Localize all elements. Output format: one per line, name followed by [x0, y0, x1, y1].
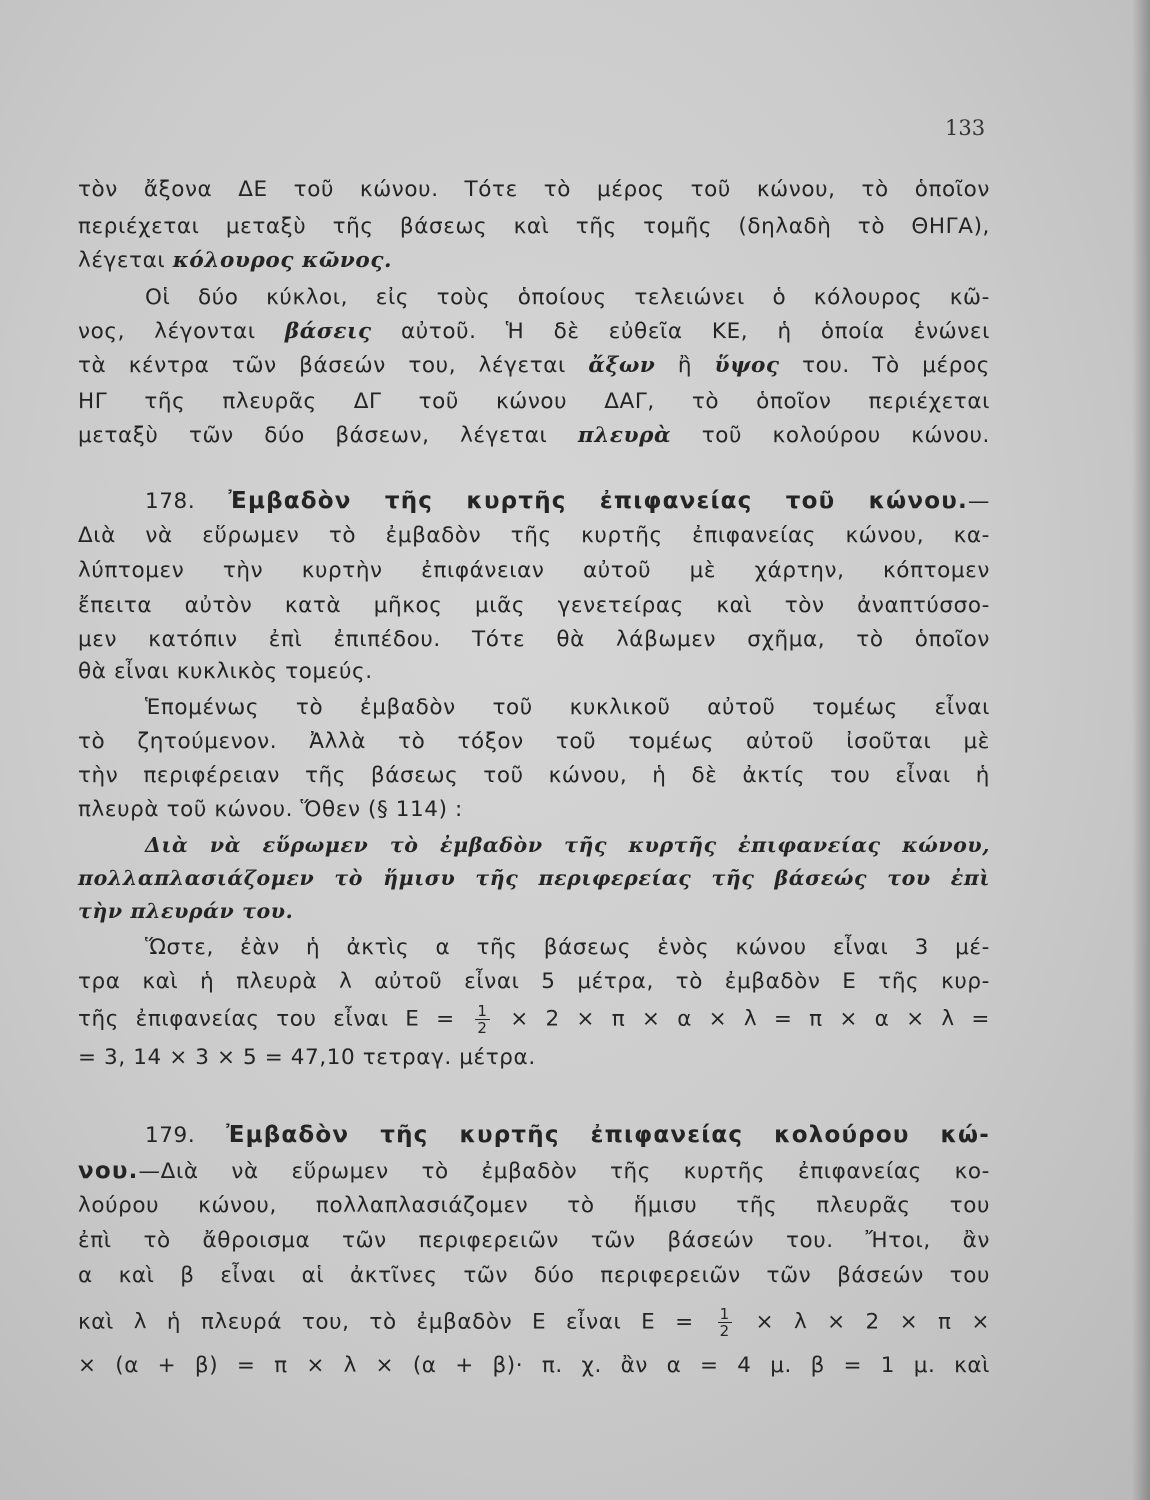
text-line: α καὶ β εἶναι αἱ ἀκτῖνες τῶν δύο περιφερειῶν τῶν βάσεών του	[78, 1263, 990, 1288]
text-run: —Διὰ νὰ εὕρωμεν τὸ ἐμβαδὸν τῆς κυρτῆς ἐπιφανείας κο-	[138, 1159, 990, 1184]
text-line	[78, 245, 990, 276]
text-line: μεν κατόπιν ἐπὶ ἐπιπέδου. Τότε θὰ λάβωμεν σχῆμα, τὸ ὁποῖον	[78, 627, 990, 652]
text-run: καὶ λ ἡ πλευρά του, τὸ ἐμβαδὸν Ε εἶναι Ε =	[78, 1309, 714, 1335]
section-number: 178.	[145, 489, 196, 514]
formula-line: × (α + β) = π × λ × (α + β)· π. χ. ἂν α = 4 μ. β = 1 μ. καὶ	[78, 1353, 990, 1378]
text-line: Ἑπομένως τὸ ἐμβαδὸν τοῦ κυκλικοῦ αὐτοῦ τομέως εἶναι	[145, 695, 990, 720]
text-run: αὐτοῦ. Ἡ δὲ εὐθεῖα ΚΕ, ἡ ὁποία ἑνώνει	[371, 319, 990, 344]
term-axis: ἄξων	[588, 353, 656, 378]
text-line: ΗΓ τῆς πλευρᾶς ΔΓ τοῦ κώνου ΔΑΓ, τὸ ὁποῖον περιέχεται	[78, 389, 990, 414]
text-line: τὸ ζητούμενον. Ἀλλὰ τὸ τόξον τοῦ τομέως αὐτοῦ ἰσοῦται μὲ	[78, 729, 990, 754]
text-run: λέγεται	[78, 248, 173, 273]
section-title: Ἐμβαδὸν τῆς κυρτῆς ἐπιφανείας τοῦ κώνου.	[195, 488, 968, 514]
term-height: ὕψος	[714, 353, 780, 378]
text-line	[78, 1156, 990, 1187]
text-line: λούρου κώνου, πολλαπλασιάζομεν τὸ ἥμισυ τῆς πλευρᾶς του	[78, 1193, 990, 1218]
fraction-one-half	[475, 1003, 489, 1036]
text-run: × λ × 2 × π ×	[735, 1309, 990, 1335]
text-line: Οἱ δύο κύκλοι, εἰς τοὺς ὁποίους τελειώνει ὁ κόλουρος κῶ-	[145, 285, 990, 310]
text-run: νος, λέγονται	[78, 319, 285, 344]
text-line: θὰ εἶναι κυκλικὸς τομεύς.	[78, 659, 373, 684]
rule-line: Διὰ νὰ εὕρωμεν τὸ ἐμβαδὸν τῆς κυρτῆς ἐπιφανείας κώνου,	[145, 833, 990, 857]
term-frustum: κόλουρος κῶνος.	[172, 248, 393, 273]
text-run: τῆς ἐπιφανείας του εἶναι Ε =	[78, 1006, 472, 1032]
text-line: ἔπειτα αὐτὸν κατὰ μῆκος μιᾶς γενετείρας καὶ τὸν ἀναπτύσσο-	[78, 593, 990, 618]
text-line: πλευρὰ τοῦ κώνου. Ὅθεν (§ 114) :	[78, 797, 463, 822]
text-run: ἢ	[655, 353, 715, 378]
term-side: πλευρὰ	[577, 423, 672, 448]
section-number: 179.	[145, 1123, 196, 1148]
text-run: μεταξὺ τῶν δύο βάσεων, λέγεται	[78, 423, 578, 448]
text-line: τρα καὶ ἡ πλευρὰ λ αὐτοῦ εἶναι 5 μέτρα, τὸ ἐμβαδὸν Ε τῆς κυρ-	[78, 969, 990, 994]
text-line: λύπτομεν τὴν κυρτὴν ἐπιφάνειαν αὐτοῦ μὲ χάρτην, κόπτομεν	[78, 558, 990, 583]
section-179-heading	[145, 1120, 990, 1151]
rule-line: τὴν πλευράν του.	[78, 899, 294, 923]
text-line: ἐπὶ τὸ ἄθροισμα τῶν περιφερειῶν τῶν βάσεών του. Ἤτοι, ἂν	[78, 1228, 990, 1253]
formula-line	[78, 1306, 990, 1339]
section-178-heading	[145, 486, 990, 517]
text-line: τὸν ἄξονα ΔΕ τοῦ κώνου. Τότε τὸ μέρος τοῦ κώνου, τὸ ὁποῖον	[78, 177, 990, 202]
text-run: × 2 × π × α × λ = π × α × λ =	[493, 1006, 990, 1032]
fraction-numerator: 1	[477, 1002, 488, 1020]
rule-line: πολλαπλασιάζομεν τὸ ἥμισυ τῆς περιφερείας τῆς βάσεώς του ἐπὶ	[78, 866, 990, 890]
text-line: Διὰ νὰ εὕρωμεν τὸ ἐμβαδὸν τῆς κυρτῆς ἐπιφανείας κώνου, κα-	[78, 523, 990, 548]
text-line	[78, 350, 990, 381]
text-run: του. Τὸ μέρος	[779, 353, 990, 378]
page-number: 133	[945, 116, 986, 140]
fraction-one-half	[718, 1306, 732, 1339]
fraction-numerator: 1	[719, 1305, 730, 1323]
text-line: τὴν περιφέρειαν τῆς βάσεως τοῦ κώνου, ἡ δὲ ἀκτίς του εἶναι ἡ	[78, 763, 990, 788]
text-line: Ὥστε, ἐὰν ἡ ἀκτὶς α τῆς βάσεως ἑνὸς κώνου εἶναι 3 μέ-	[145, 935, 990, 960]
formula-line: = 3, 14 × 3 × 5 = 47,10 τετραγ. μέτρα.	[78, 1045, 536, 1070]
text-line: περιέχεται μεταξὺ τῆς βάσεως καὶ τῆς τομῆς (δηλαδὴ τὸ ΘΗΓΑ),	[78, 214, 990, 239]
formula-line	[78, 1003, 990, 1036]
text-line	[78, 420, 990, 451]
fraction-denominator: 2	[477, 1019, 488, 1037]
section-title: Ἐμβαδὸν τῆς κυρτῆς ἐπιφανείας κολούρου κώ-	[195, 1122, 990, 1148]
text-line	[78, 316, 990, 347]
em-dash: —	[967, 489, 990, 514]
text-run: τὰ κέντρα τῶν βάσεών του, λέγεται	[78, 353, 589, 378]
term-bases: βάσεις	[284, 319, 372, 344]
text-run: τοῦ κολούρου κώνου.	[671, 423, 990, 448]
fraction-denominator: 2	[719, 1322, 730, 1340]
section-title-cont: νου.	[78, 1158, 139, 1184]
